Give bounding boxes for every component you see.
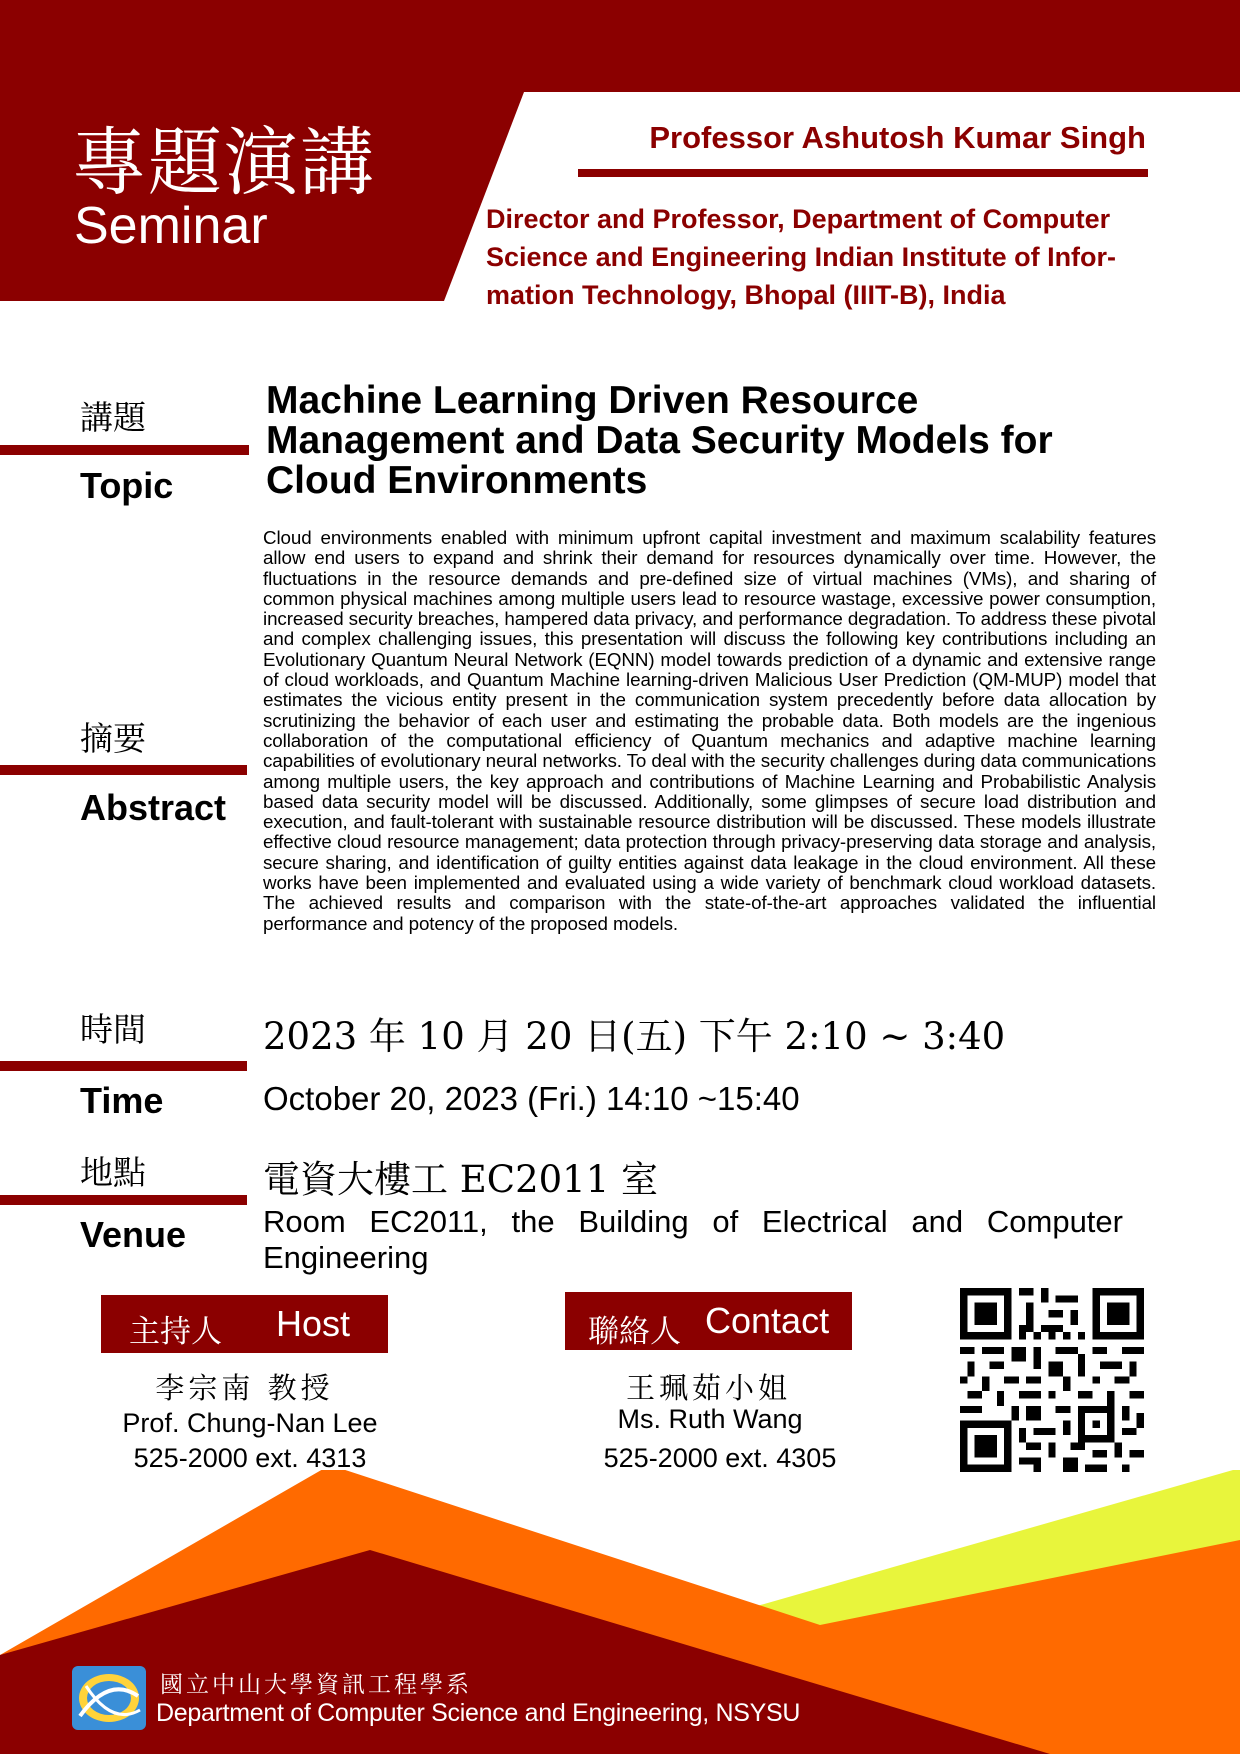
speaker-name: Professor Ashutosh Kumar Singh	[649, 120, 1146, 155]
time-label-en: Time	[80, 1080, 164, 1121]
host-tag	[101, 1295, 388, 1353]
qr-code-icon[interactable]	[960, 1288, 1144, 1472]
contact-tag-zh: 聯絡人	[588, 1314, 681, 1350]
host-tag-zh: 主持人	[129, 1314, 222, 1350]
department-name-zh: 國立中山大學資訊工程學系	[160, 1672, 472, 1698]
topic-title: Machine Learning Driven Resource Management and Data Security Models for Cloud Environments	[266, 379, 1053, 502]
time-value-zh: 2023 年 10 月 20 日(五) 下午 2:10 ~ 3:40	[263, 1015, 1006, 1058]
venue-value-zh: 電資大樓工 EC2011 室	[263, 1158, 659, 1201]
seminar-title-en: Seminar	[74, 197, 268, 255]
venue-label-rule	[0, 1195, 247, 1205]
venue-value-en: Room EC2011, the Building of Electrical and Computer Engineering	[263, 1204, 1123, 1275]
host-name-zh: 李宗南 教授	[155, 1371, 334, 1405]
host-name-en: Prof. Chung-Nan Lee	[122, 1408, 378, 1438]
department-logo-icon	[72, 1666, 146, 1730]
abstract-label-zh: 摘要	[80, 719, 146, 758]
department-name-en: Department of Computer Science and Engineering, NSYSU	[156, 1699, 801, 1727]
time-value-en: October 20, 2023 (Fri.) 14:10 ~15:40	[263, 1080, 800, 1117]
topic-label-en: Topic	[80, 465, 174, 506]
venue-label-zh: 地點	[80, 1153, 146, 1192]
contact-tag-en: Contact	[705, 1300, 830, 1341]
venue-label-en: Venue	[80, 1214, 187, 1255]
abstract-text: Cloud environments enabled with minimum upfront capital investment and maximum scalability features allow end users to expand and shrink their demand for resources dynamically over time. However, the fluctuations in the resource demands and pre-defined size of virtual machines (VMs), and sharing of common physical machines among multiple users lead to resource wastage, excessive power consumption, increased security breaches, hampered data privacy, and performance degradation. To address these pivotal and complex challenging issues, this presentation will discuss the following key contributions including an Evolutionary Quantum Neural Network (EQNN) model towards prediction of a dynamic and extensive range of cloud workloads, and Quantum Machine learning-driven Malicious User Prediction (QM-MUP) model that estimates the vicious entity present in the communication system precedently before data allocation by scrutinizing the behavior of each user and estimating the probable data. Both models are the ingenious collaboration of the computational efficiency of Quantum mechanics and adaptive machine learning capabilities of evolutionary neural networks. To deal with the security challenges during data communications among multiple users, the key approach and contributions of Machine Learning and Probabilistic Analysis based data security model will be discussed. Additionally, some glimpses of secure load distribution and execution, and fault-tolerant with sustainable resource distribution will be discussed. These models illustrate effective cloud resource management; data protection through privacy-preserving data storage and analysis, secure sharing, and identification of guilty entities against data leakage in the cloud environment. All these works have been implemented and evaluated using a wide variety of benchmark cloud workload datasets. The achieved results and comparison with the state-of-the-art approaches validated the influential performance and potency of the proposed models.	[263, 527, 1156, 934]
contact-name-zh: 王珮茹小姐	[625, 1371, 791, 1405]
time-label-zh: 時間	[80, 1010, 146, 1049]
contact-phone: 525-2000 ext. 4305	[603, 1443, 837, 1473]
time-label-rule	[0, 1061, 247, 1071]
topic-label-zh: 講題	[80, 398, 146, 437]
host-tag-en: Host	[276, 1303, 351, 1344]
speaker-title: Director and Professor, Department of Computer Science and Engineering Indian Institute of Infor-mation Technology, Bhopal (IIIT-B), India	[486, 204, 1117, 310]
contact-name-en: Ms. Ruth Wang	[617, 1404, 803, 1434]
host-phone: 525-2000 ext. 4313	[133, 1443, 367, 1473]
abstract-label-en: Abstract	[80, 787, 227, 828]
speaker-divider	[578, 169, 1148, 177]
abstract-label-rule	[0, 765, 247, 775]
seminar-title-zh: 專題演講	[72, 120, 376, 206]
contact-tag	[565, 1292, 852, 1350]
topic-label-rule	[0, 445, 249, 455]
